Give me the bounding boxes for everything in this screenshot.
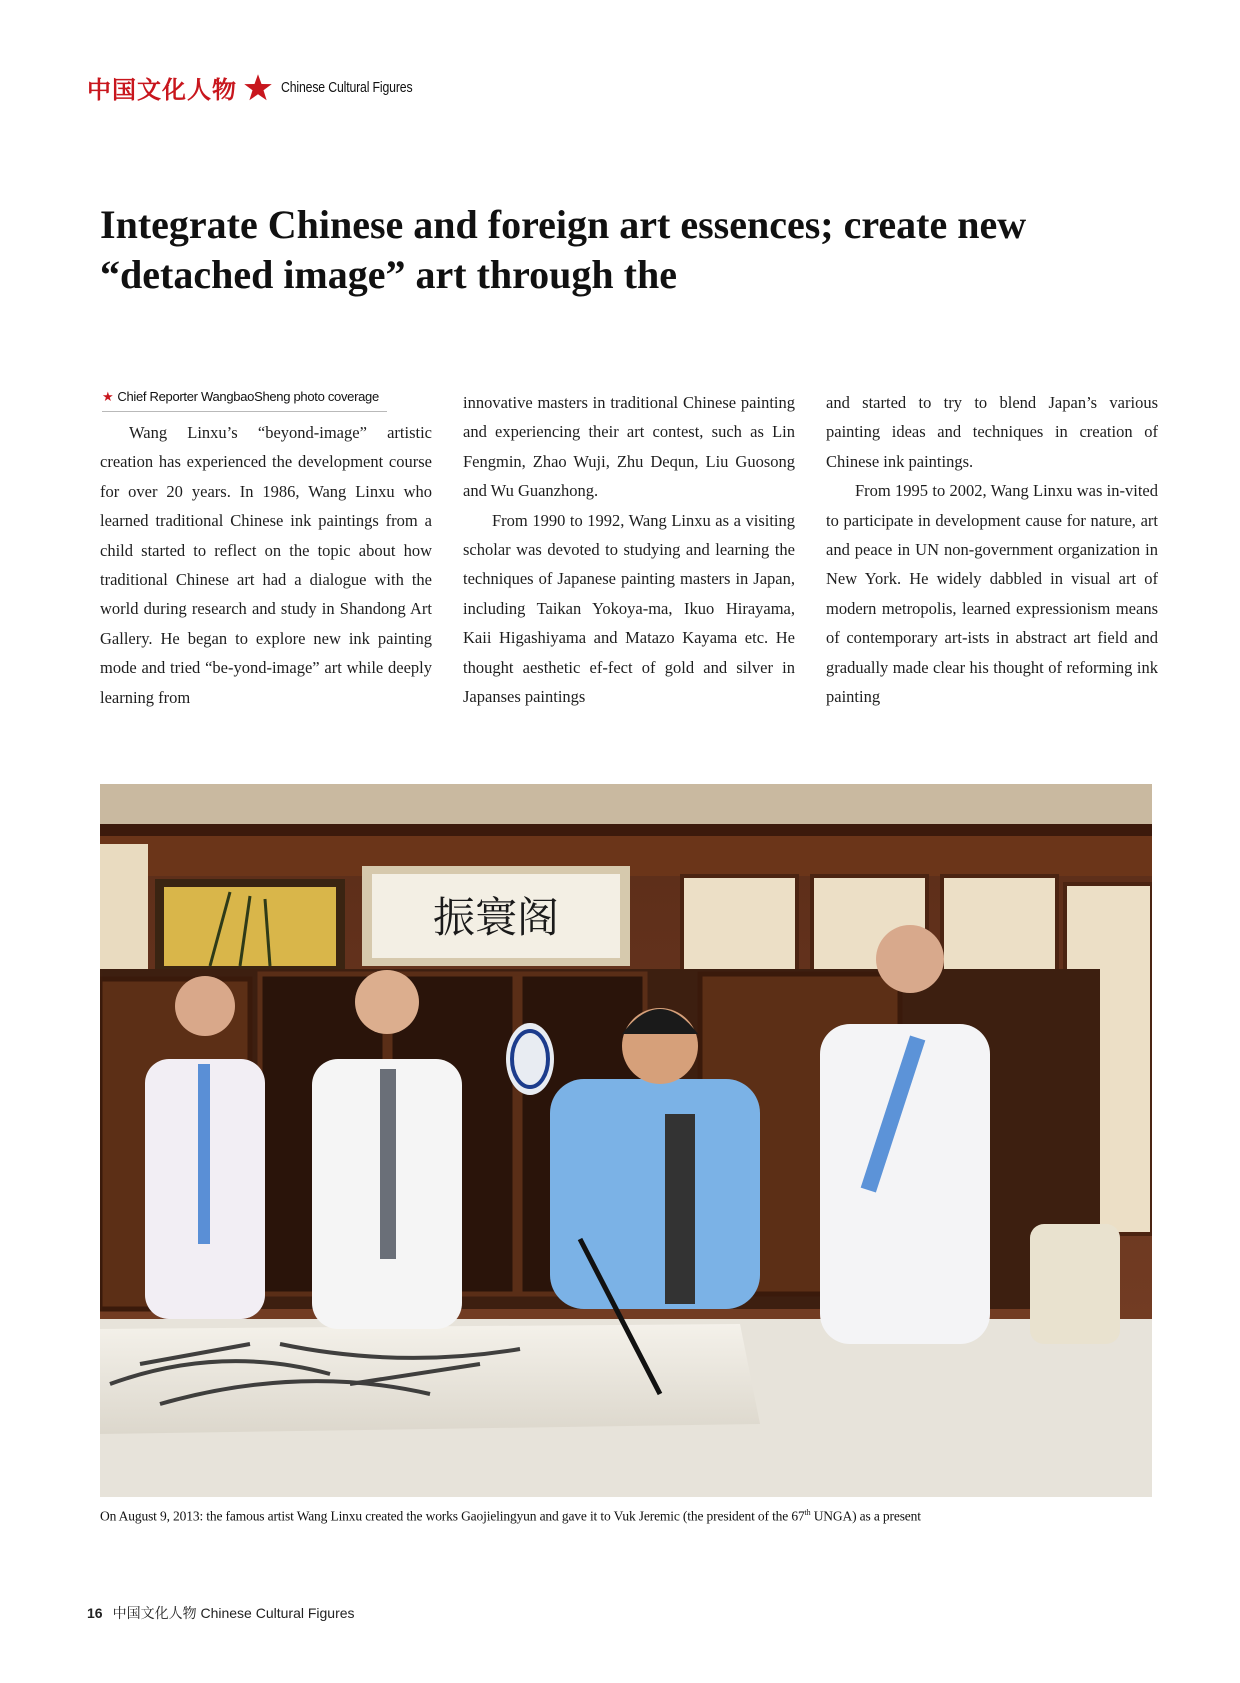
article-photo <box>100 784 1152 1497</box>
magazine-brand <box>87 70 441 105</box>
photo-caption <box>100 1508 1152 1525</box>
footer-magazine-cn: 中国文化人物 <box>112 1605 197 1621</box>
brand-chinese-name: 中国文化人物 <box>87 75 237 104</box>
photo-illustration <box>100 784 1152 1497</box>
text-column-1 <box>100 418 432 712</box>
byline-star-icon: ★ <box>102 389 114 404</box>
paragraph-2-part-1: From 1990 to 1992, Wang Linxu as a visiting scholar was devoted to studying and learning the techniques of Japanese painting masters in Japan, including Taikan Yokoya-ma, Ikuo Hirayama, Kaii Higashiyama and Matazo Kayama etc. He thought aesthetic ef-fect of gold and silver in Japanses paintings <box>463 510 795 707</box>
red-star-icon <box>243 73 273 103</box>
text-column-2 <box>463 388 795 711</box>
paragraph-1-part-2: innovative masters in traditional Chinese painting and experiencing their art contest, such as Lin Fengmin, Zhao Wuji, Zhu Dequn, Liu Guosong and Wu Guanzhong. <box>463 393 795 501</box>
caption-superscript: th <box>804 1508 811 1517</box>
text-column-3 <box>826 388 1158 711</box>
caption-text-end: UNGA) as a present <box>810 1508 921 1524</box>
article-title: Integrate Chinese and foreign art essences; create new “detached image” art through the <box>100 202 1027 297</box>
paragraph-2-part-2: and started to try to blend Japan’s various painting ideas and techniques in creation of Chinese ink paintings. <box>826 393 1158 471</box>
footer-magazine-en: Chinese Cultural Figures <box>200 1605 355 1621</box>
paragraph-3: From 1995 to 2002, Wang Linxu was in-vited to participate in development cause for nature, art and peace in UN non-government organization in New York. He widely dabbled in visual art of modern metropolis, learned expressionism means of contemporary art-ists in abstract art field and gradually made clear his thought of reforming ink painting <box>826 481 1158 707</box>
page-number: 16 <box>87 1605 103 1621</box>
brand-english-name: Chinese Cultural Figures <box>281 79 413 96</box>
byline-text: Chief Reporter WangbaoSheng photo coverage <box>117 389 379 404</box>
byline <box>102 389 387 412</box>
caption-text: On August 9, 2013: the famous artist Wang Linxu created the works Gaojielingyun and gave it to Vuk Jeremic (the president of the 67 <box>100 1508 805 1524</box>
page-footer <box>87 1603 355 1623</box>
calligraphy-text: 振寰阁 <box>432 893 560 942</box>
paragraph-1-part-1: Wang Linxu’s “beyond-image” artistic creation has experienced the development course for over 20 years. In 1986, Wang Linxu who learned traditional Chinese ink paintings from a child started to reflect on the topic about how traditional Chinese art had a dialogue with the world during research and study in Shandong Art Gallery. He began to explore new ink painting mode and tried “be-yond-image” art while deeply learning from <box>100 423 432 707</box>
